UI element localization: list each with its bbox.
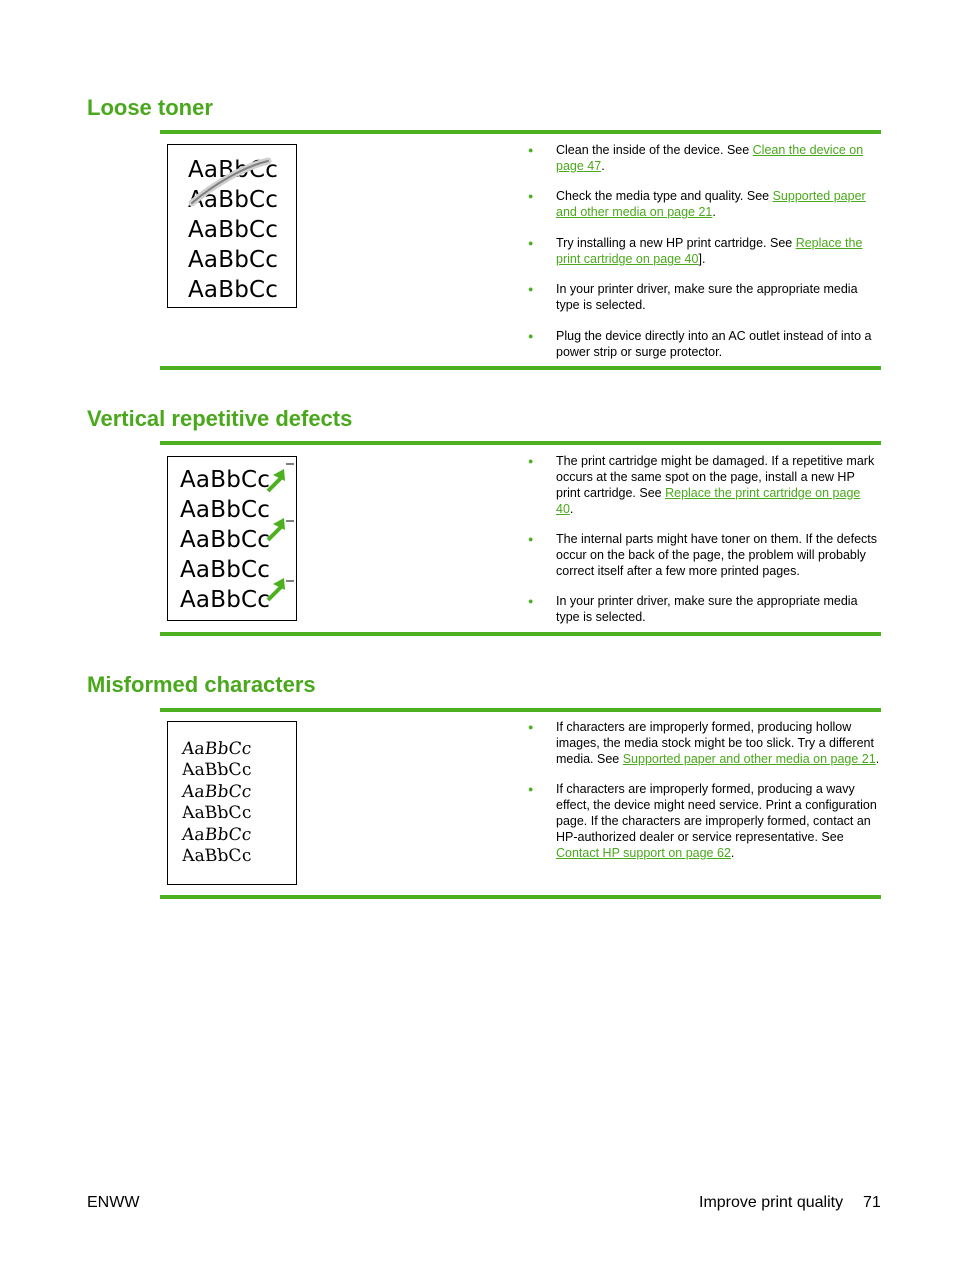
list-item: ● In your printer driver, make sure the appropriate media type is selected.	[528, 593, 880, 625]
toner-smear-graphic	[168, 145, 296, 307]
vertical-defects-list	[528, 453, 880, 625]
list-item: ● Clean the inside of the device. See Clean the device on page 47.	[528, 142, 880, 174]
section-rule-top	[160, 441, 881, 445]
sample-line: AaBbCc	[188, 217, 279, 243]
list-item: ● Check the media type and quality. See Supported paper and other media on page 21.	[528, 188, 880, 220]
sample-line: AaBbCc	[180, 825, 253, 845]
list-item: ● If characters are improperly formed, producing a wavy effect, the device might need service. Print a configuration page. If the characters are improperly formed, contact an HP-authorized dealer or service representative. See Contact HP support on page 62.	[528, 781, 880, 861]
sample-line: AaBbCc	[180, 557, 271, 583]
list-item: ● If characters are improperly formed, producing hollow images, the media stock might be too slick. Try a different media. See Supported paper and other media on page 21.	[528, 719, 880, 767]
misformed-characters-sample-image	[167, 721, 297, 885]
sample-line: AaBbCc	[180, 846, 253, 866]
sample-line: AaBbCc	[180, 527, 271, 553]
loose-toner-sample-image	[167, 144, 297, 308]
vertical-defects-sample-image	[167, 456, 297, 621]
sample-line: AaBbCc	[180, 760, 253, 780]
section-heading-vertical-defects: Vertical repetitive defects	[87, 406, 353, 431]
sample-line: AaBbCc	[180, 803, 253, 823]
misformed-characters-list	[528, 719, 880, 861]
section-rule-bottom	[160, 895, 881, 899]
footer-left-label: ENWW	[87, 1194, 140, 1211]
section-rule-top	[160, 130, 881, 134]
list-item: ● Try installing a new HP print cartridge. See Replace the print cartridge on page 40].	[528, 235, 880, 267]
link-contact-hp-support[interactable]: Contact HP support on page 62	[556, 846, 731, 860]
sample-line: AaBbCc	[188, 277, 279, 303]
footer-section-title: Improve print quality	[699, 1194, 844, 1211]
link-supported-paper[interactable]: Supported paper and other media on page 21	[622, 752, 876, 766]
link-clean-device[interactable]: Clean the device on page 47	[556, 143, 864, 173]
sample-line: AaBbCc	[188, 157, 279, 183]
defect-arrow-icon	[268, 518, 285, 540]
link-replace-cartridge[interactable]: Replace the print cartridge on page 40	[556, 236, 863, 266]
sample-line: AaBbCc	[188, 187, 279, 213]
link-supported-paper[interactable]: Supported paper and other media on page 21	[556, 189, 866, 219]
list-item: ● The internal parts might have toner on them. If the defects occur on the back of the page, the problem will probably correct itself after a few more printed pages.	[528, 531, 880, 579]
section-rule-bottom	[160, 632, 881, 636]
defect-arrow-icon	[268, 469, 285, 491]
list-item: ● Plug the device directly into an AC outlet instead of into a power strip or surge protector.	[528, 328, 880, 360]
sample-line: AaBbCc	[180, 587, 271, 613]
sample-line: AaBbCc	[180, 497, 271, 523]
section-heading-misformed-characters: Misformed characters	[87, 672, 316, 697]
loose-toner-list	[528, 142, 880, 360]
repetitive-mark-graphic	[168, 457, 296, 620]
defect-arrow-icon	[268, 578, 285, 600]
sample-line: AaBbCc	[188, 247, 279, 273]
link-replace-cartridge[interactable]: Replace the print cartridge on page 40	[556, 486, 861, 516]
sample-line: AaBbCc	[180, 467, 271, 493]
footer-page-number: 71	[863, 1194, 881, 1211]
sample-line: AaBbCc	[180, 782, 253, 802]
section-heading-loose-toner: Loose toner	[87, 95, 213, 120]
sample-line: AaBbCc	[180, 739, 253, 759]
section-rule-top	[160, 708, 881, 712]
section-rule-bottom	[160, 366, 881, 370]
list-item: ● The print cartridge might be damaged. If a repetitive mark occurs at the same spot on the page, install a new HP print cartridge. See Replace the print cartridge on page 40.	[528, 453, 880, 517]
list-item: ● In your printer driver, make sure the appropriate media type is selected.	[528, 281, 880, 313]
